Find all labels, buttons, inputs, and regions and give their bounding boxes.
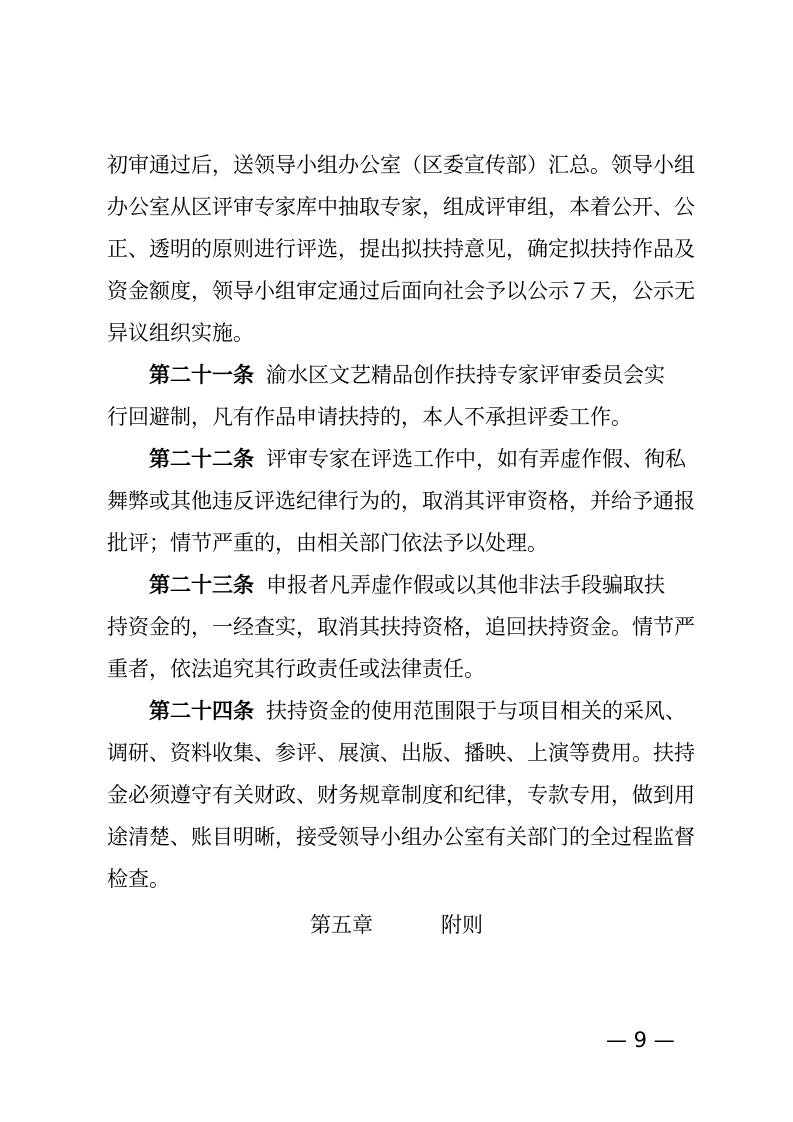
text-line (107, 732, 700, 774)
text-line (107, 522, 700, 564)
line-text: 资金额度，领导小组审定通过后面向社会予以公示７天，公示无 (107, 279, 695, 303)
text-line (107, 144, 700, 186)
article-paragraph (107, 438, 700, 564)
line-text: 申报者凡弄虚作假或以其他非法手段骗取扶 (266, 573, 665, 597)
text-line (107, 396, 700, 438)
line-text: 金必须遵守有关财政、财务规章制度和纪律，专款专用，做到用 (107, 783, 695, 807)
text-line (107, 816, 700, 858)
text-line (107, 480, 700, 522)
article-number: 第二十二条 (149, 447, 254, 471)
text-line (107, 186, 700, 228)
chapter-number: 第五章 (310, 913, 373, 937)
chapter-heading (0, 905, 793, 945)
article-paragraph (107, 354, 700, 438)
line-text: 途清楚、账目明晰，接受领导小组办公室有关部门的全过程监督 (107, 825, 695, 849)
line-text: 批评；情节严重的，由相关部门依法予以处理。 (107, 531, 548, 555)
text-line (107, 270, 700, 312)
text-line (107, 564, 700, 606)
text-line (107, 690, 700, 732)
line-text: 评审专家在评选工作中，如有弄虚作假、徇私 (266, 447, 686, 471)
page-number: — 9 — (606, 1028, 675, 1052)
article-paragraph (107, 564, 700, 690)
line-text: 重者，依法追究其行政责任或法律责任。 (107, 657, 485, 681)
article-number: 第二十四条 (149, 699, 254, 723)
line-text: 行回避制，凡有作品申请扶持的，本人不承担评委工作。 (107, 405, 632, 429)
line-text: 检查。 (107, 867, 170, 891)
text-line (107, 228, 700, 270)
line-text: 办公室从区评审专家库中抽取专家，组成评审组，本着公开、公 (107, 195, 695, 219)
document-body (107, 144, 700, 900)
article-paragraph (107, 690, 700, 900)
text-line (107, 606, 700, 648)
line-text: 持资金的，一经查实，取消其扶持资格，追回扶持资金。情节严 (107, 615, 695, 639)
text-line (107, 858, 700, 900)
line-text: 正、透明的原则进行评选，提出拟扶持意见，确定拟扶持作品及 (107, 237, 695, 261)
article-number: 第二十一条 (149, 363, 254, 387)
article-number: 第二十三条 (149, 573, 254, 597)
line-text: 渝水区文艺精品创作扶持专家评审委员会实 (266, 363, 665, 387)
text-line (107, 648, 700, 690)
line-text: 调研、资料收集、参评、展演、出版、播映、上演等费用。扶持 (107, 741, 695, 765)
line-text: 初审通过后，送领导小组办公室（区委宣传部）汇总。领导小组 (107, 153, 695, 177)
line-text: 异议组织实施。 (107, 321, 254, 345)
text-line (107, 438, 700, 480)
line-text: 扶持资金的使用范围限于与项目相关的采风、 (266, 699, 686, 723)
line-text: 舞弊或其他违反评选纪律行为的，取消其评审资格，并给予通报 (107, 489, 695, 513)
text-line (107, 774, 700, 816)
paragraph (107, 144, 700, 354)
text-line (107, 312, 700, 354)
text-line (107, 354, 700, 396)
chapter-title: 附则 (441, 913, 483, 937)
